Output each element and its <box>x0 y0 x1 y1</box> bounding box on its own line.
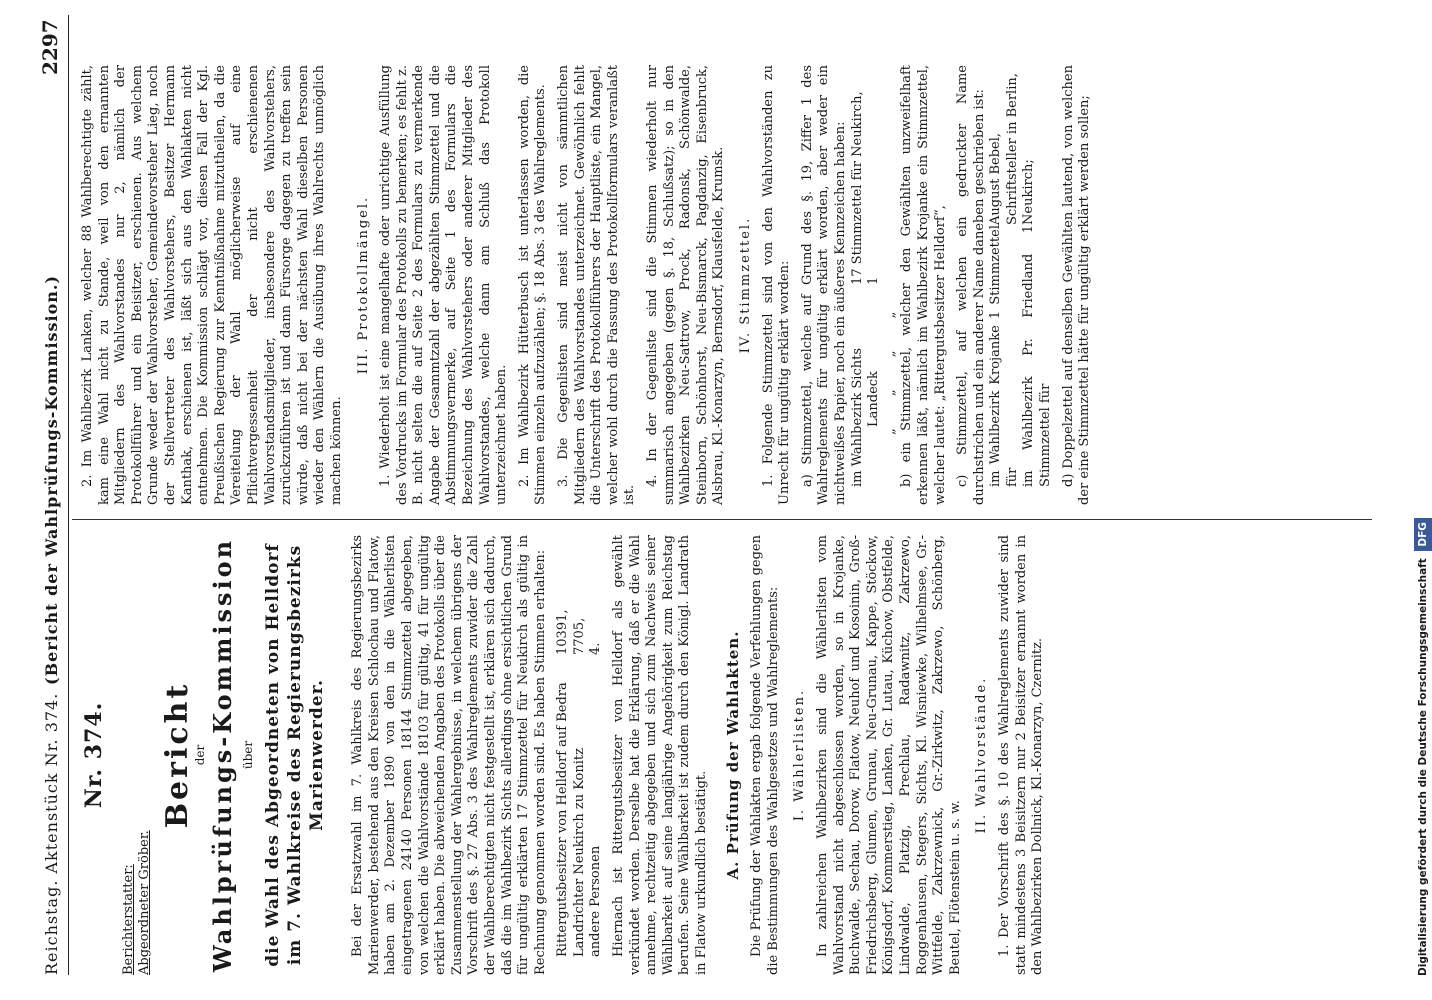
subsection-ii-text: 1. Der Vorschrift des §. 10 des Wahlreglements zuwider sind statt mindestens 3 Beisitzern nur 2 Beisitzer ernannt worden in den Wahlbezirken Dollnick, Kl.-Konarzyn, Czernitz. <box>996 535 1046 975</box>
subsection-i-heading: I. Wählerlisten. <box>792 688 808 822</box>
result-row: Landrichter Neukirch zu Konitz 7705, <box>571 617 587 957</box>
page-header <box>36 15 66 975</box>
rotated-page <box>10 15 1390 975</box>
header-rule <box>68 15 69 975</box>
dfg-logo-icon: DFG <box>1414 518 1432 551</box>
right-column <box>80 65 1094 505</box>
report-subject: die Wahl des Abgeordneten von Helldorf im 7. Wahlkreise des Regierungsbezirks Marienwerder. <box>263 543 328 967</box>
result-row: Rittergutsbesitzer von Helldorf auf Bedra 10391, <box>555 609 571 957</box>
dfg-credit <box>1414 0 1432 990</box>
subsection-ii-heading: II. Wahlvorstände. <box>974 676 990 834</box>
report-title: Bericht <box>159 681 195 829</box>
result-row: andere Personen 4. <box>588 642 604 957</box>
document-number: Nr. 374. <box>81 701 107 809</box>
paragraph-iii-1: 1. Wiederholt ist eine mangelhafte oder unrichtige Ausfüllung des Vordrucks im Formular des Protokolls zu bemerken; es fehlt z. B. nicht selten die auf Seite 2 des Formulars zu vermerkende Angabe der Gesammtzahl der abgezählten Stimmzettel und die Abstimmungsvermerke, auf Seite 1 des Formulars die Bezeichnung des Wahlvorstehers oder anderer Mitglieder des Wahlvorstandes, welche dann am Schluß das Protokoll unterzeichnet haben. <box>378 65 510 505</box>
ueber-text: über <box>240 740 255 770</box>
paragraph-iv-a: a) Stimmzettel, welche auf Grund des §. 19, Ziffer 1 des Wahlreglements für ungültig erklärt worden, aber weder ein nichtweißes Papier, noch ein äußeres Kennzeichen haben: <box>799 65 848 505</box>
commission-title: Wahlprüfungs-Kommission <box>207 537 237 973</box>
tally-row: Landeck 1 <box>866 276 882 427</box>
ditto-marks: „ „ „ „ <box>882 297 898 435</box>
left-column <box>80 535 1047 975</box>
dfg-credit-text: Digitalisierung gefördert durch die Deutsche Forschungsgemeinschaft <box>1417 558 1429 976</box>
subsection-i-text: In zahlreichen Wahlbezirken sind die Wählerlisten vom Wahlvorstand nicht abgeschlossen worden, so in Krojanke, Buchwalde, Sechau, Dorow, Flatow, Neuhof und Kosoinin, Groß-Friedrichsberg, Glumen, Grunau, Neu-Grunau, Kappe, Stöckow, Königsdorf, Kommerstieg, Lanken, Gr. Lutau, Küchow, Obstfelde, Lindwalde, Platzig, Prechlau, Radawnitz, Zakrzewo, Roggenhausen, Stegers, Sichts, Kl. Wisniewke, Wilhelmsee, Gr.-Wittfelde, Zakrzewnick, Gr.-Zirkwitz, Zakrzewo, Schönberg, Beutel, Flötenstein u. s. w. <box>815 535 963 975</box>
page-number: 2297 <box>38 19 62 75</box>
header-middle: (Bericht der Wahlprüfungs-Kommission.) <box>42 274 61 685</box>
paragraph-2: 2. Im Wahlbezirk Lanken, welcher 88 Wahlberechtigte zählt, kam eine Wahl nicht zu Stande, weil von den ernannten Mitgliedern des Wahlvorstandes nur 2, nämlich der Protokollführer und ein Beisitzer, erschienen. Aus welchem Grunde weder der Wahlvorsteher, Gemeindevorsteher Lieg, noch der Stellvertreter des Wahlvorstehers, Besitzer Hermann Kanthak, erschienen ist, läßt sich aus den Wahlakten nicht entnehmen. Die Kommission schlägt vor, diesen Fall der Kgl. Preußischen Regierung zur Kenntnißnahme mitzutheilen, da die Vereitelung der Wahl möglicherweise auf eine Pflichtvergessenheit der nicht erschienenen Wahlvorstandsmitglieder, insbesondere des Wahlvorstehers, zurückzuführen ist und dann Fürsorge dagegen zu treffen sein würde, daß nicht bei der nächsten Wahl dieselben Personen wieder den Wählern die Ausübung ihres Wahlrechts unmöglich machen können. <box>80 65 344 505</box>
reporter-block <box>121 535 154 975</box>
subsection-iv-heading: IV. Stimmzettel. <box>737 216 753 354</box>
tally-row: im Wahlbezirk Sichts 17 Stimmzettel für Neukirch, <box>849 91 865 487</box>
subsection-iii-heading: III. Protokollmängel. <box>355 195 371 375</box>
paragraph-iv-c: c) Stimmzettel, auf welchen ein gedruckter Name durchstrichen und ein anderer Name daneben geschrieben ist: <box>955 65 987 505</box>
intro-paragraph: Bei der Ersatzwahl im 7. Wahlkreis des Regierungsbezirks Marienwerder, bestehend aus den Kreisen Schlochau und Flatow, haben am 2. Dezember 1890 von den in die Wählerlisten eingetragenen 24140 Personen 18144 Stimmzettel abgegeben, von welchen die Wahlvorstände 18103 für gültig, 41 für ungültig erklärt haben. Die abweichenden Angaben des Protokolls über die Zusammenstellung der Wahlergebnisse, in welchem übrigens der Vorschrift des §. 27 Abs. 3 des Wahlreglements zuwider die Zahl der Wahlberechtigten nicht festgestellt ist, erklären sich dadurch, daß die im Wahlbezirk Sichts allerdings ohne ersichtlichen Grund für ungültig erklärten 17 Stimmzettel für Neukirch als gültig in Rechnung genommen worden sind. Es haben Stimmen erhalten: <box>350 535 548 975</box>
paragraph-iii-3: 3. Die Gegenlisten sind meist nicht von sämmtlichen Mitgliedern des Wahlvorstandes unterzeichnet. Gewöhnlich fehlt die Unterschrift des Protokollführers der Hauptliste, ein Mangel, welcher wohl durch die Fassung des Protokollformulars veranlaßt ist. <box>556 65 638 505</box>
paragraph-iv-1: 1. Folgende Stimmzettel sind von den Wahlvorständen zu Unrecht für ungültig erklärt worden: <box>760 65 793 505</box>
reporter-name: Abgeordneter Gröber. <box>137 830 153 975</box>
section-a-text: Die Prüfung der Wahlakten ergab folgende Verfehlungen gegen die Bestimmungen des Wahlgesetzes und Wahlreglements: <box>749 535 781 975</box>
column-divider <box>72 519 1372 520</box>
paragraph-iii-4: 4. In der Gegenliste sind die Stimmen wiederholt nur summarisch angegeben (gegen §. 18, Schlußsatz); so in den Wahlbezirken Neu-Sattrow, Prock, Radonsk, Schönwalde, Steinborn, Schönhorst, Neu-Bismarck, Pagdanzig, Eisenbruck, Alsbrau, Kl.-Konarzyn, Bernsdorf, Klausfelde, Krumsk. <box>645 65 727 505</box>
paragraph-iii-2: 2. Im Wahlbezirk Hütterbusch ist unterlassen worden, die Stimmen einzeln aufzuzählen; §. 18 Abs. 3 des Wahlreglements. <box>516 65 549 505</box>
after-results-paragraph: Hiernach ist Rittergutsbesitzer von Helldorf als gewählt verkündet worden. Derselbe hat die Erklärung, daß er die Wahl annehme, rechtzeitig abgegeben und sich zum Nachweis seiner Wählbarkeit auf seine langjährige Angehörigkeit zum Reichstag berufen. Seine Wählbarkeit ist zudem durch den Königl. Landrath in Flatow urkundlich bestätigt. <box>611 535 710 975</box>
tally-row: im Wahlbezirk Pr. Friedland 1 Stimmzettel für Neukirch; <box>1021 159 1054 487</box>
paragraph-iv-d: d) Doppelzettel auf denselben Gewählten lautend, von welchen der eine Stimmzettel hätte für ungültig erklärt werden sollen; <box>1060 65 1093 505</box>
header-left: Reichstag. Aktenstück Nr. 374. <box>42 692 61 975</box>
section-a-heading: A. Prüfung der Wahlakten. <box>723 630 742 880</box>
dfg-sidebar <box>1412 0 1430 1000</box>
der-text: der <box>193 744 208 766</box>
tally-row: im Wahlbezirk Krojanke 1 Stimmzettel für August Bebel, Schriftsteller in Berlin, <box>988 73 1020 487</box>
reporter-label: Berichterstatter: <box>120 864 136 975</box>
paragraph-iv-b: b) ein Stimmzettel, welcher den Gewählten unzweifelhaft erkennen läßt, nämlich im Wahlbezirk Krojanke ein Stimmzettel, welcher lautet: „Rittergutsbesitzer Helldorf“, <box>899 65 948 505</box>
